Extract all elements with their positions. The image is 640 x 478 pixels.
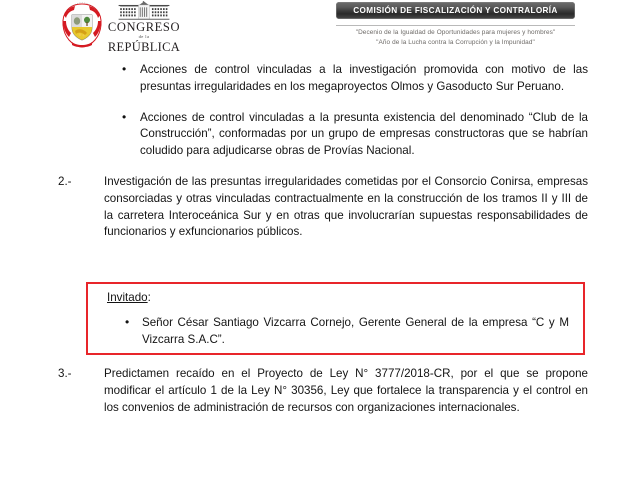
header-logos bbox=[60, 1, 180, 53]
document-body bbox=[0, 62, 640, 253]
slogan-line-2: "Año de la Lucha contra la Corrupción y la Impunidad" bbox=[376, 38, 535, 46]
item-number: 2.- bbox=[58, 174, 72, 188]
item-text: Predictamen recaído en el Proyecto de Ley N° 3777/2018-CR, por el que se propone modificar el artículo 1 de la Ley N° 30356, Ley que fortalece la transparencia y el control en los convenios de administración de recursos con organizaciones internacionales. bbox=[104, 367, 588, 414]
header-divider bbox=[336, 25, 575, 26]
item-text: Investigación de las presuntas irregularidades cometidas por el Consorcio Conirsa, empresas consorciadas y otras vinculadas contractualmente en la construcción de los tramos II y III de la carretera Interoceánica Sur y en otras que involucrarían supuestas responsabilidades de funcionarios y exfuncionarios públicos. bbox=[104, 174, 588, 239]
numbered-item-3-wrapper bbox=[0, 366, 640, 428]
commission-title-bar bbox=[336, 2, 575, 19]
invitado-highlight-box bbox=[86, 282, 585, 355]
item-number: 3.- bbox=[58, 367, 72, 380]
numbered-item-3 bbox=[0, 366, 588, 416]
commission-banner bbox=[336, 2, 575, 48]
invitado-label-colon: : bbox=[147, 291, 151, 304]
congress-logo-line1: CONGRESO bbox=[107, 20, 181, 35]
invitado-guest-entry: • Señor César Santiago Vizcarra Cornejo, Gerente General de la empresa “C y M Vizcarra S.A.C”. bbox=[142, 315, 569, 349]
invitado-label bbox=[107, 291, 151, 304]
congress-logo-line3: REPÚBLICA bbox=[107, 39, 181, 54]
congress-logo bbox=[108, 1, 180, 53]
header-slogans bbox=[336, 28, 575, 48]
numbered-item-2 bbox=[0, 174, 588, 241]
invitado-label-text: Invitado bbox=[107, 291, 148, 304]
document-header bbox=[0, 0, 640, 56]
bullet-item: • Acciones de control vinculadas a la investigación promovida con motivo de las presuntas irregularidades en los megaproyectos Olmos y Gasoducto Sur Peruano. bbox=[140, 62, 588, 96]
slogan-line-1: "Decenio de la Igualdad de Oportunidades para mujeres y hombres" bbox=[355, 29, 556, 36]
peru-coat-of-arms-icon bbox=[60, 1, 104, 51]
congress-logo-line2: de la bbox=[138, 34, 150, 40]
congress-building-icon bbox=[111, 1, 177, 20]
commission-title: COMISIÓN DE FISCALIZACIÓN Y CONTRALORÍA bbox=[353, 6, 558, 15]
bullet-item: • Acciones de control vinculadas a la presunta existencia del denominado “Club de la Construcción”, conformadas por un grupo de empresas constructoras que se habrían coludido para adjudicarse obras de Provías Nacional. bbox=[140, 110, 588, 160]
